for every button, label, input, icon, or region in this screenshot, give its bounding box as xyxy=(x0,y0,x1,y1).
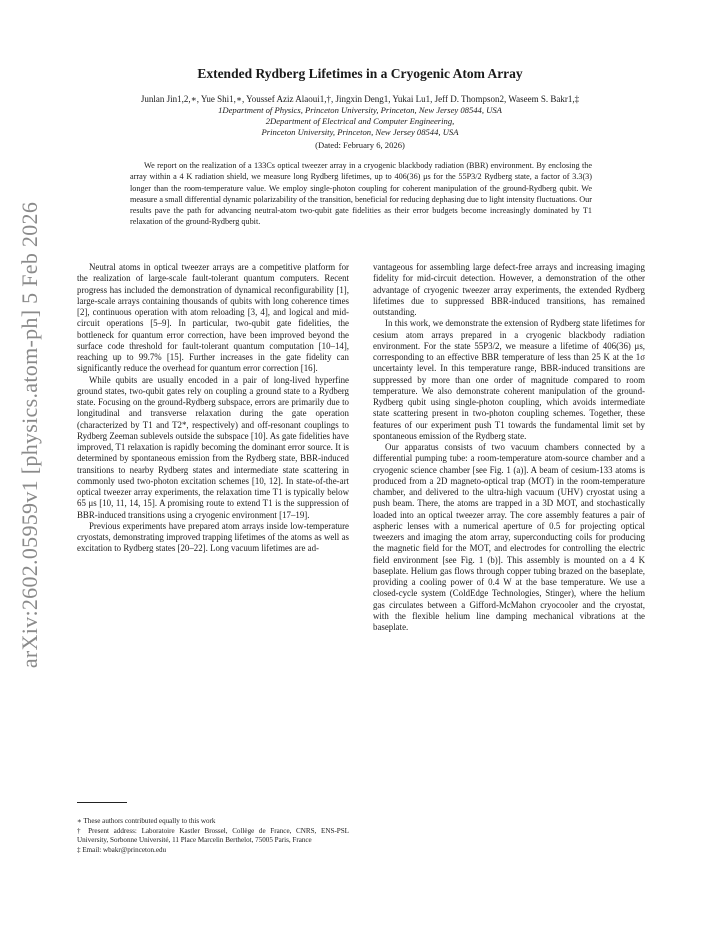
footnotes xyxy=(77,817,349,856)
paper-title: Extended Rydberg Lifetimes in a Cryogenic Atom Array xyxy=(197,66,523,81)
paragraph-intro: Neutral atoms in optical tweezer arrays are a competitive platform for the realization of large-scale fault-tolerant quantum computers. Recent progress has included the demonstration of dynamical reconfigurability [1], large-scale arrays containing thousands of qubits with long coherence times [2], continuous operation with atom reloading [3, 4], and logical and mid-circuit operations [5–9]. In particular, two-qubit gate fidelities, the bottleneck for quantum error correction, have been improved beyond the surface code threshold for fault-tolerant quantum computation [10–14], reaching up to 99.7% [15]. Further increases in the gate fidelity can significantly reduce the overhead for quantum error correction [16]. xyxy=(77,262,349,374)
affiliation-2a: 2Department of Electrical and Computer Engineering, xyxy=(265,116,455,126)
arxiv-sidebar xyxy=(10,200,50,670)
paragraph-qubits: While qubits are usually encoded in a pair of long-lived hyperfine ground states, two-qubit gates rely on coupling a ground state to a Rydberg state. Focusing on the ground-Rydberg subspace, errors are primarily due to longitudinal and transverse relaxation during the gate operation (characterized by T1 and T2*, respectively) and off-resonant couplings to Rydberg Zeeman sublevels outside the subspace [10]. As gate fidelities have improved, T1 relaxation is rapidly becoming the dominant error source. It is determined by spontaneous emission from the Rydberg state, BBR-induced transitions to nearby Rydberg states and intermediate state scattering in commonly used two-photon excitation schemes [10, 12]. In state-of-the-art optical tweezer array experiments, the relaxation time T1 is typically below 65 μs [10, 11, 14, 15]. A promising route to extend T1 is the suppression of BBR-induced transitions using a cryogenic environment [17–19]. xyxy=(77,374,349,520)
abstract xyxy=(130,160,592,228)
footnote-email: ‡ Email: wbakr@princeton.edu xyxy=(77,846,167,854)
author-list: Junlan Jin1,2,∗, Yue Shi1,∗, Youssef Aziz Alaoui1,†, Jingxin Deng1, Yukai Lu1, Jeff D. Thompson2, Waseem S. Bakr1,‡ xyxy=(140,94,580,104)
arxiv-identifier: arXiv:2602.05959v1 [physics.atom-ph] 5 Feb 2026 xyxy=(17,201,42,669)
paragraph-previous: Previous experiments have prepared atom arrays inside low-temperature cryostats, demonstrating improved trapping lifetimes of the atoms as well as excitation to Rydberg states [20–22]. Long vacuum lifetimes are ad- xyxy=(77,520,349,554)
footnote-equal: ∗ These authors contributed equally to this work xyxy=(77,817,216,825)
paragraph-this-work: In this work, we demonstrate the extension of Rydberg state lifetimes for cesium atom arrays prepared in a cryogenic blackbody radiation environment. For the state 55P3/2, we measure a lifetime of 406(36) μs, corresponding to an effective BBR temperature of less than 25 K at the 1σ uncertainty level. In this temperature range, BBR-induced transitions are suppressed by more than one order of magnitude compared to room temperature. We also demonstrate coherent manipulation of the ground-Rydberg qubit using single-photon coupling, which avoids intermediate state scattering present in two-photon coupling schemes. Together, these features of our experiment push T1 towards the fundamental limit set by spontaneous emission of the Rydberg state. xyxy=(373,318,645,441)
footnote-present-address: † Present address: Laboratoire Kastler Brossel, Collège de France, CNRS, ENS-PSL University, Sorbonne Université, 11 Place Marcelin Berthelot, 75005 Paris, France xyxy=(77,827,349,844)
abstract-text: We report on the realization of a 133Cs optical tweezer array in a cryogenic blackbody radiation (BBR) environment. By enclosing the array within a 4 K radiation shield, we measure long Rydberg lifetimes, up to 406(36) μs for the 55P3/2 Rydberg state, a factor of 3.3(3) longer than the room-temperature value. We employ single-photon coupling for coherent manipulation of the ground-Rydberg qubit. We measure a small differential dynamic polarizability of the transition, beneficial for reducing dephasing due to light intensity fluctuations. Our results pave the path for advancing neutral-atom two-qubit gate fidelities as their error budgets become increasingly dominated by T1 relaxation of the ground-Rydberg qubit. xyxy=(130,161,592,227)
date-line: (Dated: February 6, 2026) xyxy=(315,140,405,150)
left-column xyxy=(77,262,349,555)
paragraph-continued: vantageous for assembling large defect-free arrays and increasing imaging fidelity for mid-circuit detection. However, a demonstration of the other advantage of cryogenic tweezer array experiments, the extended Rydberg lifetimes due to suppressed BBR-induced transitions, has remained outstanding. xyxy=(373,262,645,317)
right-column xyxy=(373,262,645,633)
paragraph-apparatus: Our apparatus consists of two vacuum chambers connected by a differential pumping tube: a room-temperature atom-source chamber and a cryogenic science chamber [see Fig. 1 (a)]. A beam of cesium-133 atoms is produced from a 2D magneto-optical trap (MOT) in the room-temperature chamber, and delivered to the ultra-high vacuum (UHV) cryostat using a push beam. There, the atoms are trapped in a 3D MOT, and stochastically loaded into an optical tweezer array. The core assembly features a pair of aspheric lenses with a numerical aperture of 0.5 for projecting optical tweezers and imaging the atom array, superconducting coils for producing the magnetic field for the MOT, and electrodes for controlling the electric field environment [see Fig. 1 (b)]. This assembly is mounted on a 4 K baseplate. Helium gas flows through copper tubing brazed on the baseplate, providing a cooling power of 0.4 W at the base temperature. We use a closed-cycle system (ColdEdge Technologies, Stinger), where the helium gas circulates between a Gifford-McMahon cryocooler and the cryostat, with the flexible helium line damping mechanical vibrations at the baseplate. xyxy=(373,442,645,632)
affiliation-2b: Princeton University, Princeton, New Jersey 08544, USA xyxy=(261,127,459,137)
footnote-rule xyxy=(77,802,127,803)
affiliation-1: 1Department of Physics, Princeton University, Princeton, New Jersey 08544, USA xyxy=(218,105,502,115)
